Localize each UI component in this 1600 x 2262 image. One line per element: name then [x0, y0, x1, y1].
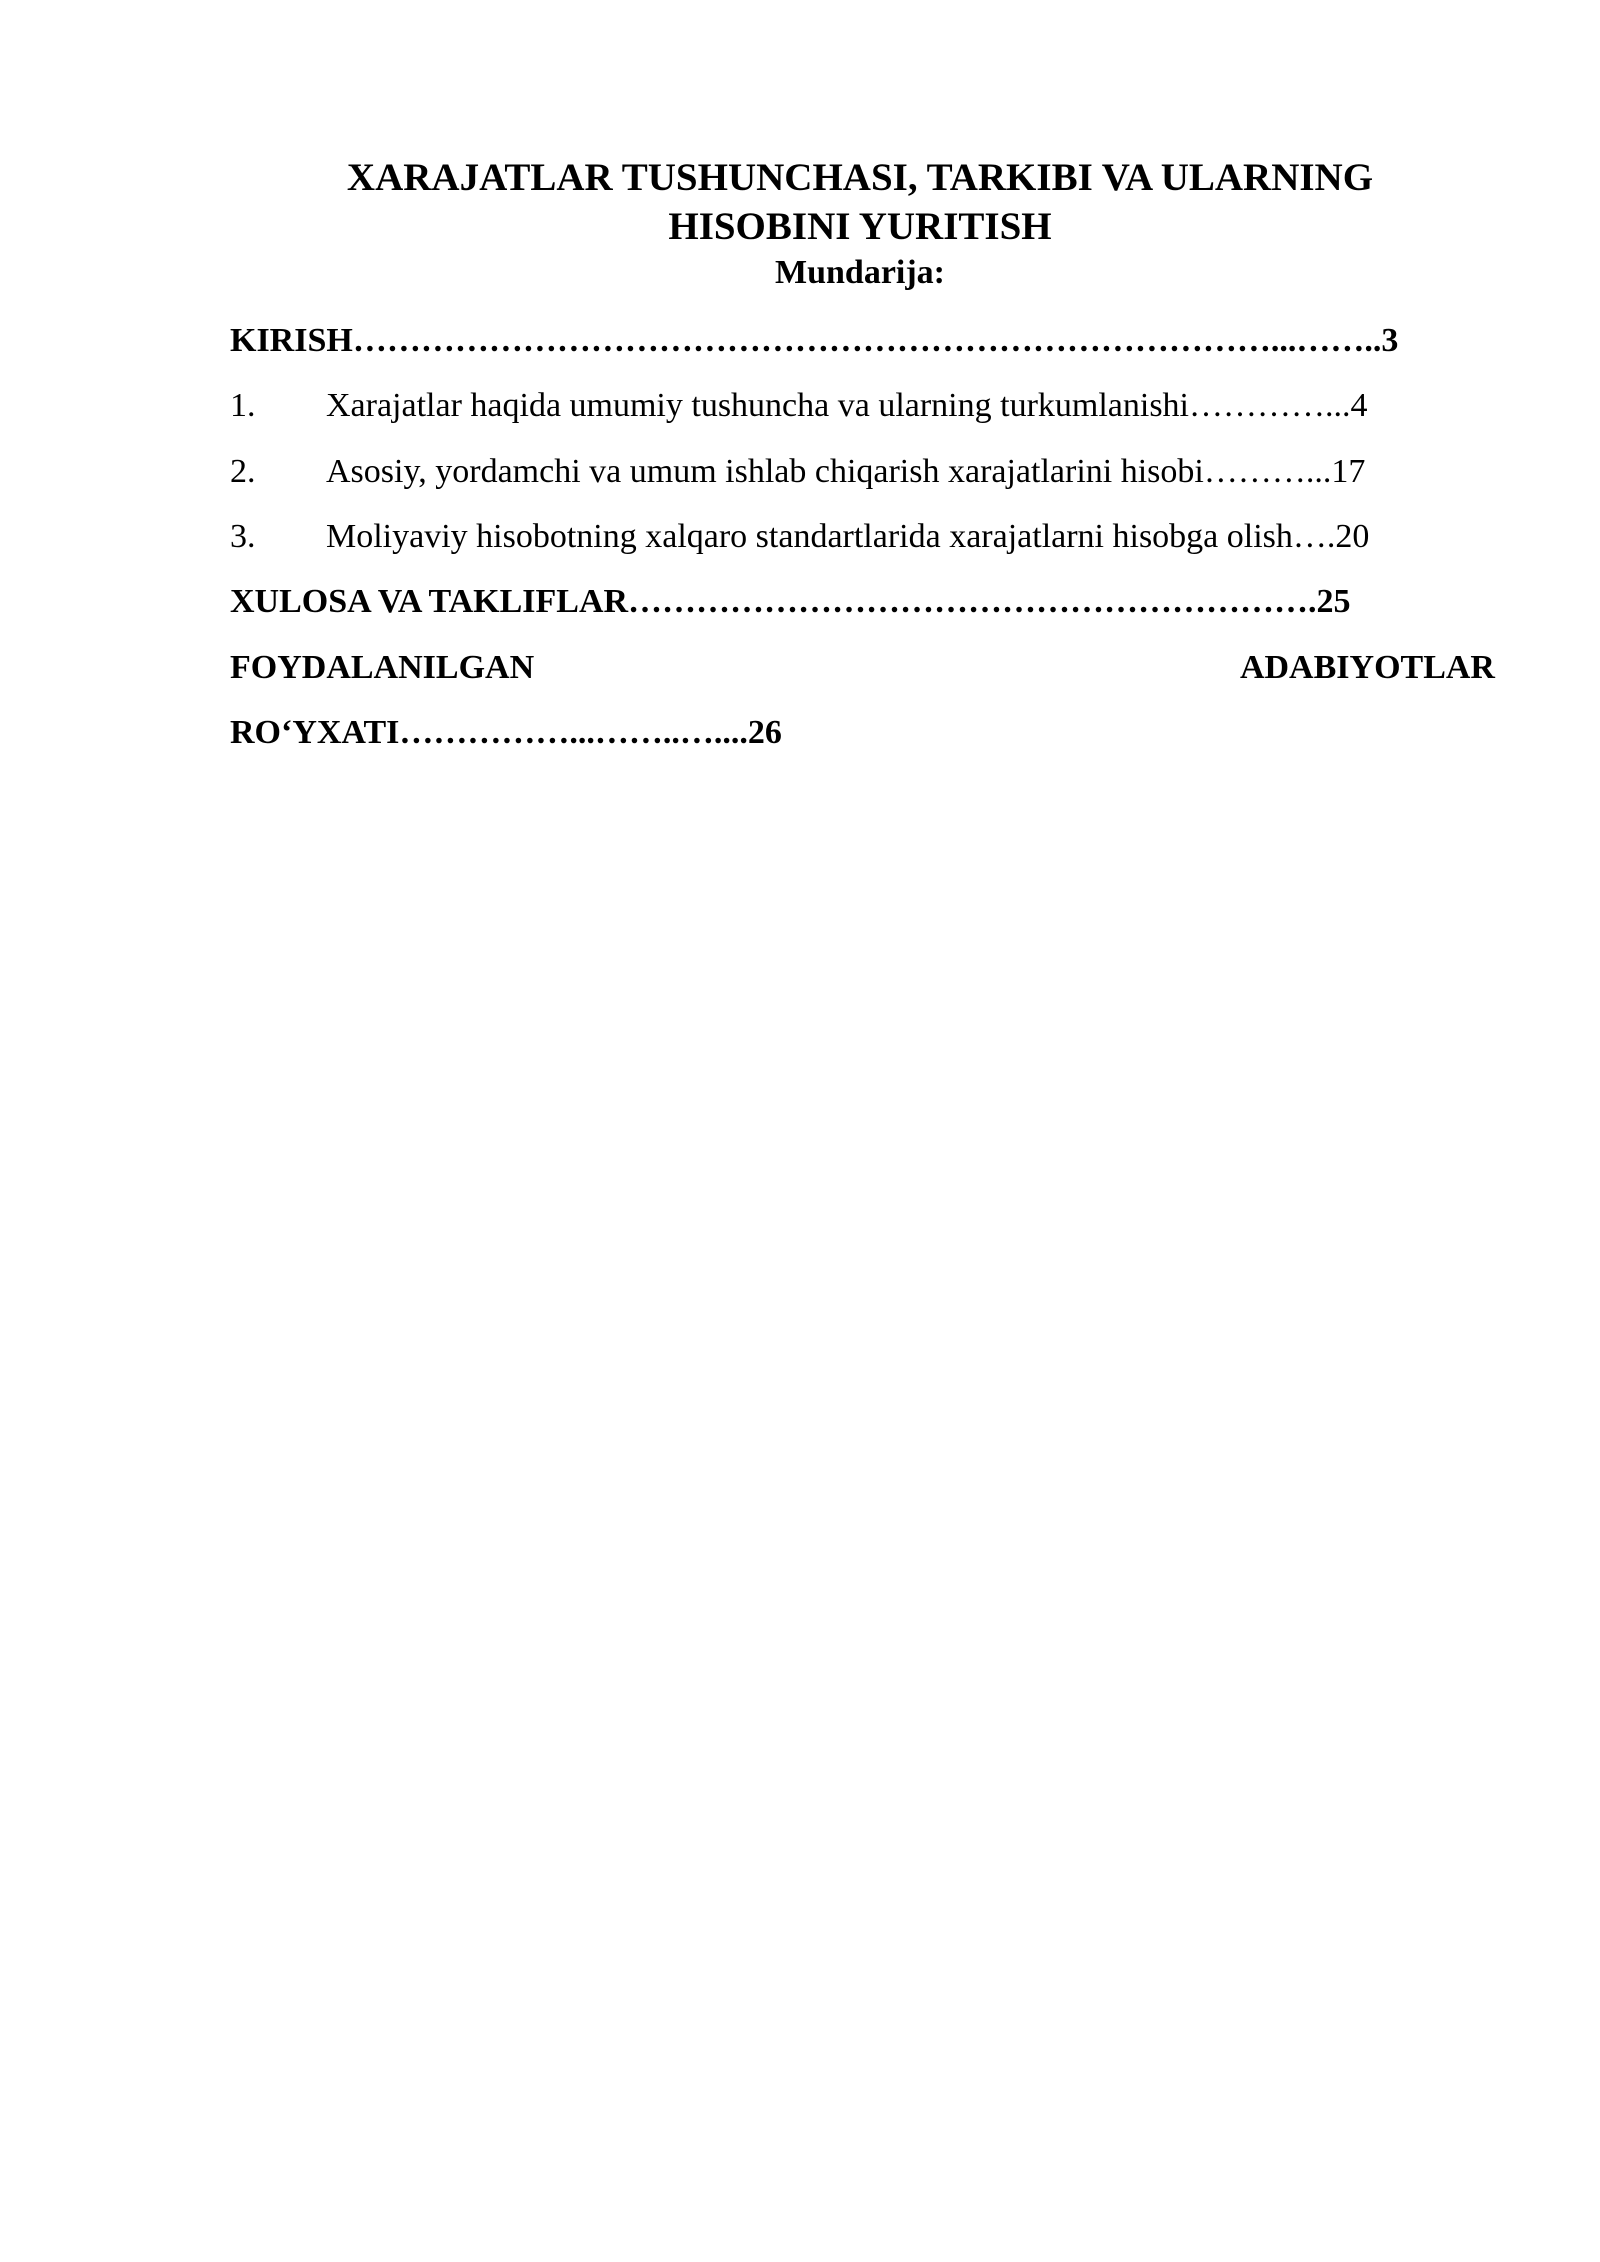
toc-entry-introduction: KIRISH………………………………………………………………………...……..3 [230, 322, 1399, 359]
toc-entry-number: 1. [230, 387, 256, 424]
document-title-line-1: XARAJATLAR TUSHUNCHASI, TARKIBI VA ULARNING [346, 156, 1374, 199]
toc-entry-chapter-2 [230, 450, 1495, 494]
toc-entry-number: 3. [230, 518, 256, 555]
toc-entry-text: Moliyaviy hisobotning xalqaro standartlarida xarajatlarni hisobga olish….20 [326, 518, 1370, 555]
document-title-line-2: HISOBINI YURITISH [668, 205, 1052, 248]
toc-entry-references-continued: RO‘YXATI……………...……..…....26 [230, 714, 782, 751]
contents-heading: Mundarija: [775, 254, 945, 291]
toc-entry-text: Asosiy, yordamchi va umum ishlab chiqarish xarajatlarini hisobi………...17 [326, 453, 1366, 490]
toc-entry-references-right: ADABIYOTLAR [1239, 649, 1495, 686]
toc-entry-chapter-1 [230, 384, 1495, 428]
toc-entry-references-left: FOYDALANILGAN [230, 649, 535, 686]
toc-entry-text: Xarajatlar haqida umumiy tushuncha va ularning turkumlanishi…………...4 [326, 387, 1368, 424]
toc-entry-conclusion: XULOSA VA TAKLIFLAR…………………………………………………….25 [230, 583, 1351, 620]
toc-entry-chapter-3 [230, 515, 1495, 559]
toc-entry-references [230, 646, 1495, 690]
toc-entry-number: 2. [230, 453, 256, 490]
